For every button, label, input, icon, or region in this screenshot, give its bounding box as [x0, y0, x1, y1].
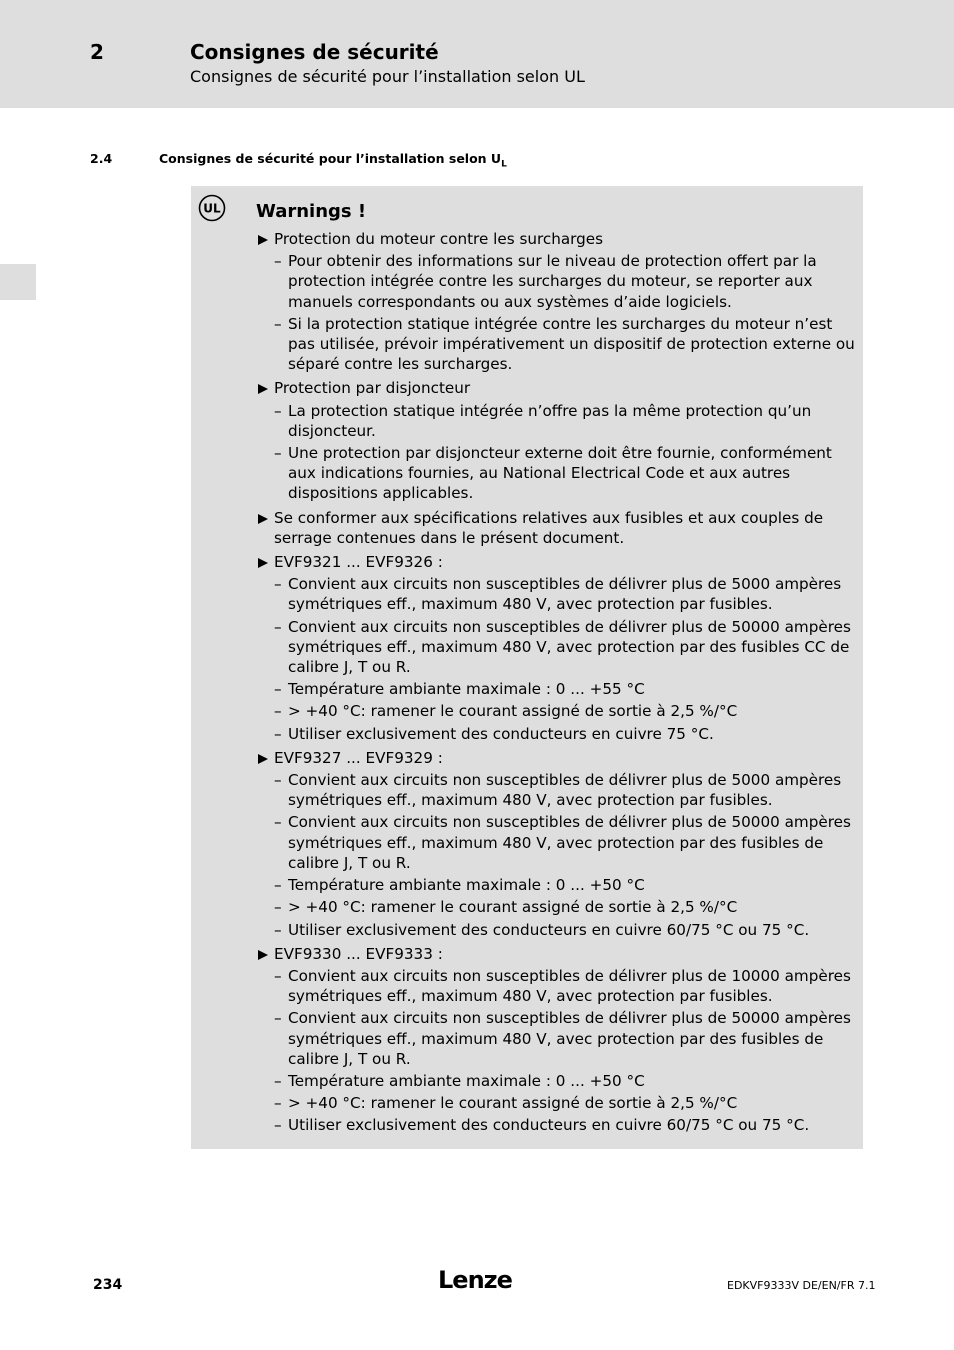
- triangle-bullet-icon: [258, 754, 268, 764]
- warning-sub-item-text: Température ambiante maximale : 0 ... +50 °C: [288, 1071, 645, 1090]
- warning-sub-item-text: Convient aux circuits non susceptibles de délivrer plus de 50000 ampères symétriques eff., maximum 480 V, avec protection par des fusibles de calibre J, T ou R.: [288, 813, 851, 872]
- warning-bullet: [258, 748, 858, 768]
- warning-sub-item: – Température ambiante maximale : 0 ... +55 °C: [274, 680, 645, 699]
- triangle-bullet-icon: [258, 950, 268, 960]
- triangle-bullet-icon: [258, 514, 268, 524]
- triangle-bullet-icon: [258, 558, 268, 568]
- warning-sub-item: – La protection statique intégrée n’offre pas la même protection qu’un disjoncteur.: [274, 401, 812, 440]
- warning-sub-item: – Convient aux circuits non susceptibles de délivrer plus de 5000 ampères symétriques eff., maximum 480 V, avec protection par fusibles.: [274, 575, 842, 614]
- warning-sub-item-text: La protection statique intégrée n’offre pas la même protection qu’un disjoncteur.: [288, 401, 812, 440]
- warning-sub-item: – Pour obtenir des informations sur le niveau de protection offert par la protection intégrée contre les surcharges du moteur, se reporter aux manuels correspondants ou aux systèmes d’aide logiciels.: [274, 252, 817, 311]
- warning-sub-item-text: Convient aux circuits non susceptibles de délivrer plus de 10000 ampères symétriques eff., maximum 480 V, avec protection par fusibles.: [288, 966, 851, 1006]
- warning-sub-item: – > +40 °C: ramener le courant assigné de sortie à 2,5 %/°C: [274, 898, 738, 917]
- warning-sub-item-text: > +40 °C: ramener le courant assigné de sortie à 2,5 %/°C: [288, 898, 738, 917]
- warning-sub-item-text: Convient aux circuits non susceptibles de délivrer plus de 5000 ampères symétriques eff., maximum 480 V, avec protection par fusibles.: [288, 575, 842, 614]
- chapter-title: Consignes de sécurité: [190, 40, 439, 64]
- warning-bullet-text: Protection du moteur contre les surcharges: [274, 230, 604, 248]
- warning-bullet-text: Protection par disjoncteur: [274, 379, 471, 398]
- warning-sub-item-text: Température ambiante maximale : 0 ... +50 °C: [288, 876, 645, 895]
- warning-sub-item-text: Utiliser exclusivement des conducteurs en cuivre 75 °C.: [288, 724, 714, 743]
- warning-sub-item-text: Température ambiante maximale : 0 ... +55 °C: [288, 680, 645, 699]
- header-band: [0, 0, 954, 108]
- chapter-number: 2: [90, 40, 104, 64]
- warning-sub-item-text: Pour obtenir des informations sur le niveau de protection offert par la protection intégrée contre les surcharges du moteur, se reporter aux manuels correspondants ou aux systèmes d’aide logiciels.: [288, 252, 817, 311]
- warning-bullet-text: EVF9321 ... EVF9326 :: [274, 553, 443, 572]
- warning-sub-item: – Température ambiante maximale : 0 ... +50 °C: [274, 876, 645, 895]
- warning-sub-item: – Utiliser exclusivement des conducteurs en cuivre 75 °C.: [274, 724, 714, 743]
- ul-mark-text: UL: [203, 201, 221, 216]
- warning-sub-item-text: Convient aux circuits non susceptibles de délivrer plus de 50000 ampères symétriques eff., maximum 480 V, avec protection par des fusibles CC de calibre J, T ou R.: [288, 617, 851, 677]
- page-number: 234: [93, 1277, 123, 1293]
- warning-sub-item: – Si la protection statique intégrée contre les surcharges du moteur n’est pas utilisée, prévoir impérativement un dispositif de protection externe ou séparé contre les surcharges.: [274, 314, 855, 374]
- warning-bullet: [258, 944, 858, 964]
- warning-content: [258, 229, 858, 1136]
- lenze-logo: Lenze: [438, 1266, 512, 1294]
- warning-sub-item-text: Utiliser exclusivement des conducteurs en cuivre 60/75 °C ou 75 °C.: [288, 920, 810, 939]
- section-title: [159, 151, 507, 170]
- ul-mark-icon: [198, 194, 226, 222]
- warning-title: Warnings !: [256, 201, 367, 222]
- warning-sub-item: – Convient aux circuits non susceptibles de délivrer plus de 5000 ampères symétriques eff., maximum 480 V, avec protection par fusibles.: [274, 771, 842, 810]
- warning-sub-item-text: > +40 °C: ramener le courant assigné de sortie à 2,5 %/°C: [288, 1094, 738, 1113]
- warning-sub-item: – Une protection par disjoncteur externe doit être fournie, conformément aux indications fournies, au National Electrical Code et aux autres dispositions applicables.: [274, 444, 832, 503]
- warning-bullet-text: EVF9330 ... EVF9333 :: [274, 944, 443, 963]
- warning-bullet-text: EVF9327 ... EVF9329 :: [274, 748, 443, 767]
- warning-sub-item-text: Convient aux circuits non susceptibles de délivrer plus de 50000 ampères symétriques eff., maximum 480 V, avec protection par des fusibles de calibre J, T ou R.: [288, 1009, 851, 1068]
- section-title-text: Consignes de sécurité pour l’installation selon U: [159, 151, 502, 166]
- section-title-subscript: L: [501, 159, 507, 170]
- document-id: EDKVF9333V DE/EN/FR 7.1: [727, 1279, 876, 1292]
- warning-sub-item: – > +40 °C: ramener le courant assigné de sortie à 2,5 %/°C: [274, 1094, 738, 1113]
- warning-bullet: [258, 378, 858, 398]
- warning-sub-item: – Température ambiante maximale : 0 ... +50 °C: [274, 1071, 645, 1090]
- warning-sub-item: – Convient aux circuits non susceptibles de délivrer plus de 50000 ampères symétriques eff., maximum 480 V, avec protection par des fusibles de calibre J, T ou R.: [274, 1009, 851, 1068]
- warning-sub-item-text: Convient aux circuits non susceptibles de délivrer plus de 5000 ampères symétriques eff., maximum 480 V, avec protection par fusibles.: [288, 771, 842, 810]
- warning-sub-item: – > +40 °C: ramener le courant assigné de sortie à 2,5 %/°C: [274, 702, 738, 721]
- warning-sub-item: – Convient aux circuits non susceptibles de délivrer plus de 10000 ampères symétriques eff., maximum 480 V, avec protection par fusibles.: [274, 966, 851, 1006]
- chapter-subtitle: Consignes de sécurité pour l’installation selon UL: [190, 67, 585, 86]
- warning-sub-item-text: > +40 °C: ramener le courant assigné de sortie à 2,5 %/°C: [288, 702, 738, 721]
- chapter-side-tab: [0, 264, 36, 300]
- warning-sub-item: – Convient aux circuits non susceptibles de délivrer plus de 50000 ampères symétriques eff., maximum 480 V, avec protection par des fusibles de calibre J, T ou R.: [274, 813, 851, 872]
- warning-sub-item: – Convient aux circuits non susceptibles de délivrer plus de 50000 ampères symétriques eff., maximum 480 V, avec protection par des fusibles CC de calibre J, T ou R.: [274, 617, 851, 677]
- warning-sub-item-text: Une protection par disjoncteur externe doit être fournie, conformément aux indications fournies, au National Electrical Code et aux autres dispositions applicables.: [288, 444, 832, 503]
- warning-sub-item: – Utiliser exclusivement des conducteurs en cuivre 60/75 °C ou 75 °C.: [274, 1116, 810, 1135]
- warning-sub-item-text: Si la protection statique intégrée contre les surcharges du moteur n’est pas utilisée, prévoir impérativement un dispositif de protection externe ou séparé contre les surcharges.: [288, 314, 855, 374]
- triangle-bullet-icon: [258, 384, 268, 394]
- warning-sub-item-text: Utiliser exclusivement des conducteurs en cuivre 60/75 °C ou 75 °C.: [288, 1116, 810, 1135]
- warning-bullet: [258, 229, 858, 249]
- section-number: 2.4: [90, 151, 113, 166]
- warning-bullet-text: Se conformer aux spécifications relatives aux fusibles et aux couples de serrage contenues dans le présent document.: [274, 508, 824, 547]
- warning-bullet: [258, 508, 858, 548]
- triangle-bullet-icon: [258, 235, 268, 245]
- warning-bullet: [258, 552, 858, 572]
- warning-sub-item: – Utiliser exclusivement des conducteurs en cuivre 60/75 °C ou 75 °C.: [274, 920, 810, 939]
